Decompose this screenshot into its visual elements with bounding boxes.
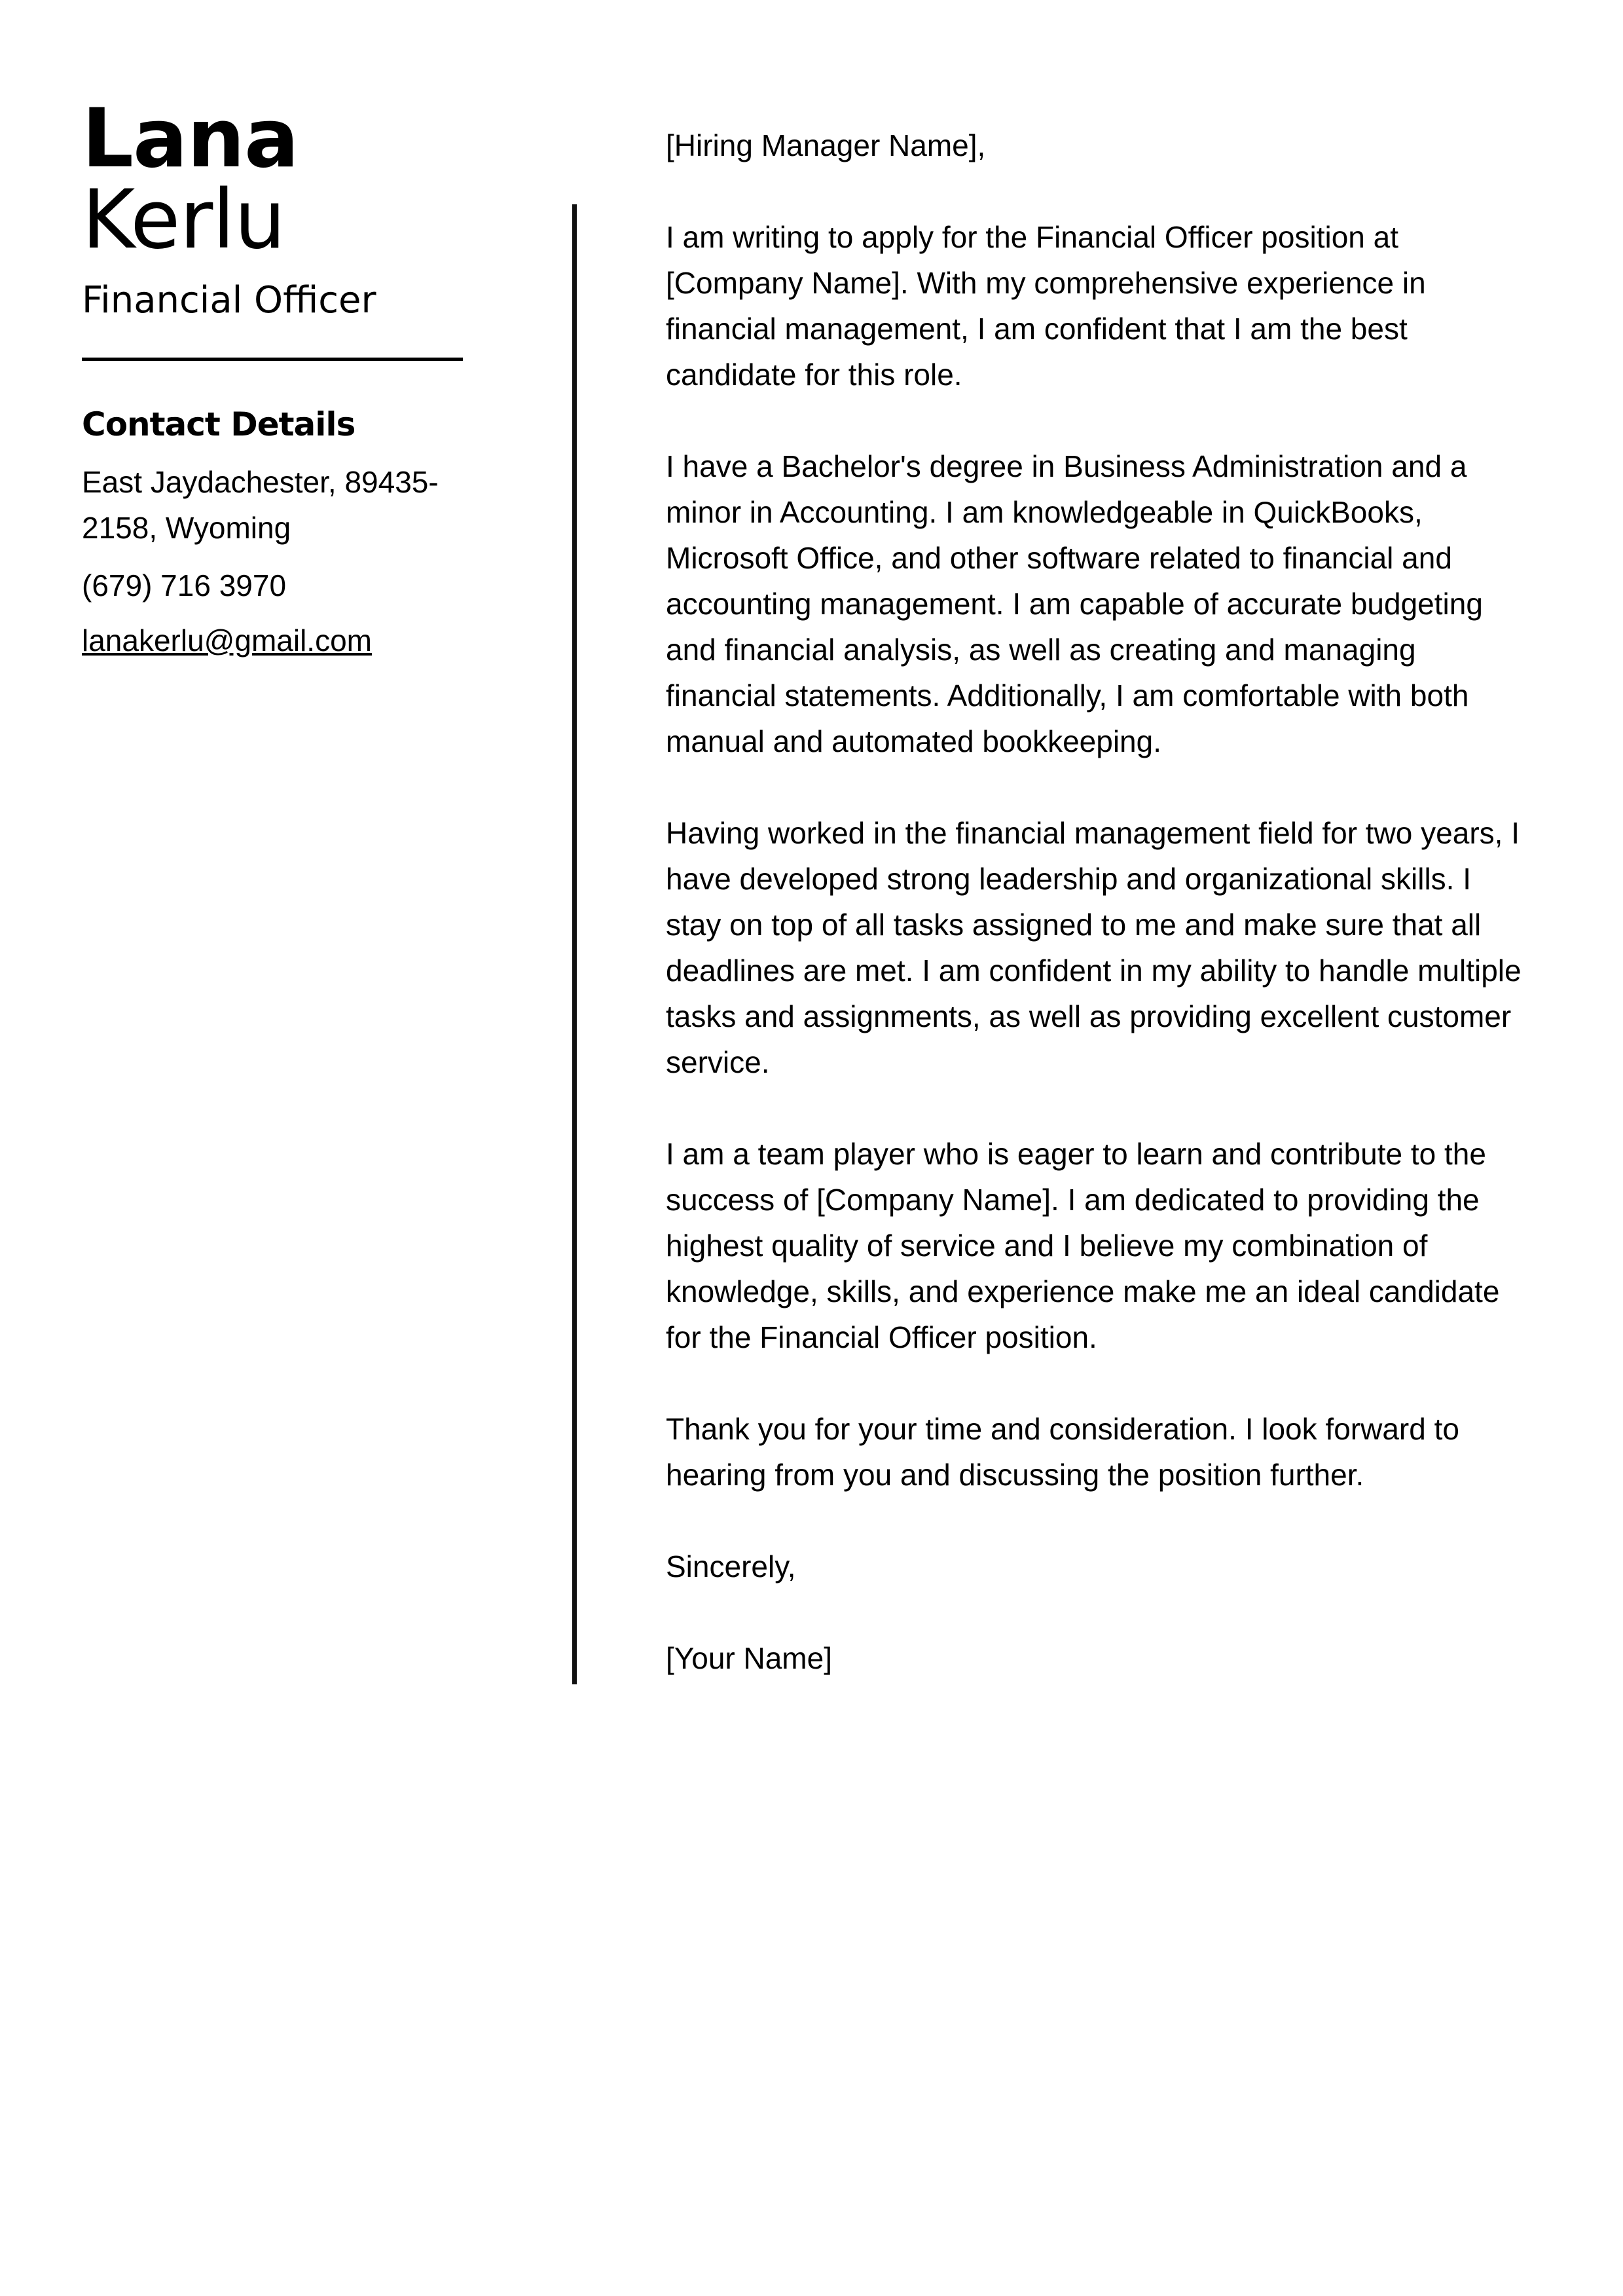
contact-email-link[interactable]: lanakerlu@gmail.com <box>82 623 372 657</box>
contact-address: East Jaydachester, 89435-2158, Wyoming <box>82 465 439 545</box>
letter-paragraph: I am writing to apply for the Financial Officer position at [Company Name]. With my comprehensive experience in financial management, I am confident that I am the best candidate for this role. <box>666 220 1426 392</box>
contact-details-heading: Contact Details <box>82 405 356 443</box>
applicant-name <box>82 92 501 267</box>
letter-paragraph: I am a team player who is eager to learn and contribute to the success of [Company Name]. I am dedicated to providing the highest quality of service and I believe my combination of knowledge, skills, and experience make me an ideal candidate for the Financial Officer position. <box>666 1137 1500 1354</box>
letter-salutation: [Hiring Manager Name], <box>666 128 986 162</box>
sidebar <box>82 92 501 663</box>
letter-closing: Sincerely, <box>666 1549 796 1583</box>
letter-paragraph: Thank you for your time and consideration. I look forward to hearing from you and discussing the position further. <box>666 1412 1459 1492</box>
contact-phone: (679) 716 3970 <box>82 568 287 602</box>
letter-paragraph: Having worked in the financial management field for two years, I have developed strong leadership and organizational skills. I stay on top of all tasks assigned to me and make sure that all deadlines are met. I am confident in my ability to handle multiple tasks and assignments, as well as providing excellent customer service. <box>666 816 1522 1079</box>
letter-body <box>666 122 1533 1681</box>
first-name: Lana <box>82 92 299 186</box>
letter-paragraph: I have a Bachelor's degree in Business Administration and a minor in Accounting. I am knowledgeable in QuickBooks, Microsoft Office, and other software related to financial and accounting management. I am capable of accurate budgeting and financial analysis, as well as creating and managing financial statements. Additionally, I am comfortable with both manual and automated bookkeeping. <box>666 449 1483 758</box>
letter-signature: [Your Name] <box>666 1641 832 1675</box>
name-divider <box>82 358 463 361</box>
vertical-divider <box>572 204 577 1684</box>
last-name: Kerlu <box>82 173 285 267</box>
job-title: Financial Officer <box>82 279 376 322</box>
